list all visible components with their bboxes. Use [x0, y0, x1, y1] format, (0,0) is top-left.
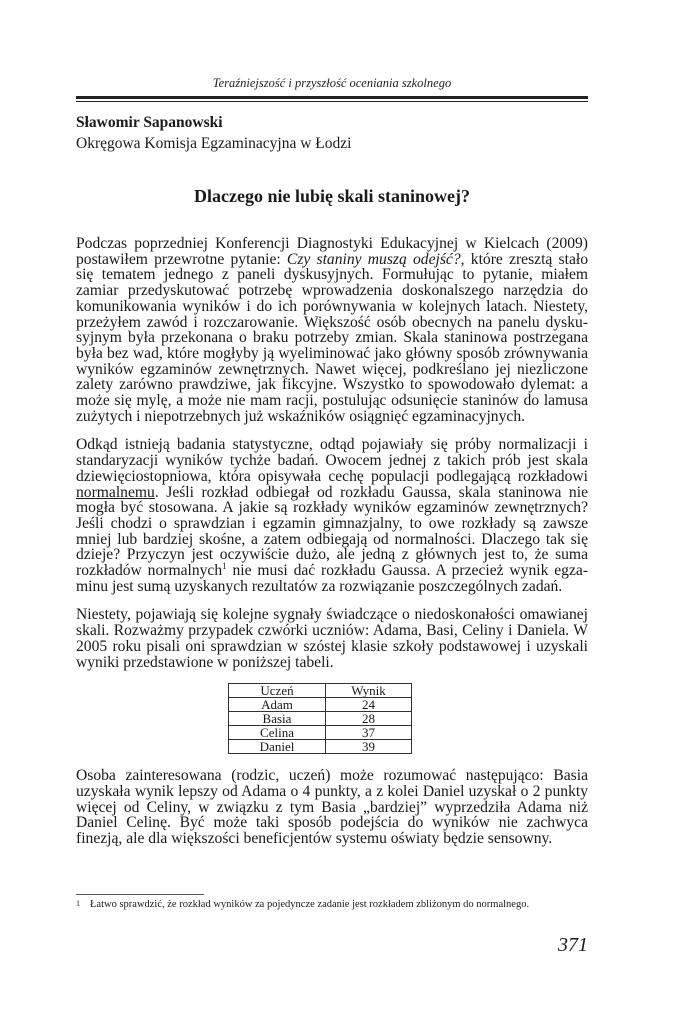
footnote — [76, 899, 529, 910]
paragraph-4: Osoba zainteresowana (rodzic, uczeń) może rozumować następująco: Basia uzyskała wynik lepszy od Adama o 4 punkty, a z kolei Daniel uzyskał o 2 punkty więcej od Celiny, w związku z tym Basia „bardziej” wyprzedziła Adama niż Daniel Celinę. Być może taki sposób podejścia do wyników nie zachwyca finezją, ale dla większości beneficjentów systemu oświaty będzie sensowny. — [76, 767, 588, 848]
table-cell-score: 37 — [326, 726, 412, 740]
results-table — [228, 683, 412, 754]
p1-text-b: , które zresztą stało się tematem jednego z paneli dyskusyjnych. Formułując to pytanie, miałem zamiar przedyskutować potrzebę wprowadzenia doskonalszego narzędzia do komunikowania wyników i do ich porównywania w kolejnych latach. Niestety, przeżyłem zawód i rozczarowanie. Większość osób obecnych na panelu dyskusyjnym była przekonana o braku potrzeby zmian. Skala staninowa postrzegana była bez wad, które mogłyby ją wyeliminować jako główny sposób zrównywania wyników egzaminów zewnętrznych. Nawet więcej, podkreślano jej niezliczone zalety zarówno prawdziwe, jak fikcyjne. Wszystko to spowodowało dylemat: a może się mylę, a może nie mam racji, postulując odsunięcie staninów do lamusa zużytych i niepotrzebnych już wskaźników osiągnięć egzaminacyjnych. — [76, 250, 588, 425]
table-cell-score: 28 — [326, 712, 412, 726]
article-title: Dlaczego nie lubię skali staninowej? — [193, 186, 470, 206]
table-header-student: Uczeń — [229, 684, 326, 698]
table-header-row — [229, 684, 412, 698]
table-cell-student: Celina — [229, 726, 326, 740]
author-affiliation: Okręgowa Komisja Egzaminacyjna w Łodzi — [76, 135, 352, 152]
footnote-number: 1 — [76, 899, 80, 908]
article-body — [76, 236, 588, 847]
p2-text-c: nie musi dać rozkładu Gaussa. A przecież wynik egzaminu jest sumą uzyskanych rezultatów za rozwiązanie poszczególnych zadań. — [76, 562, 589, 595]
p2-text-b: . Jeśli rozkład odbiegał od rozkładu Gaussa, skala staninowa nie mogła być stosowana. A jakie są rozkłady wyników egzaminów zewnętrznych? Jeśli chodzi o sprawdzian i egzamin gimnazjalny, to owe rozkłady są zawsze mniej lub bardziej skośne, a zatem odbiegają od normalności. Dlaczego tak się dzieje? Przyczyn jest oczywiście dużo, ale jedną z głównych jest to, że suma rozkładów normalnych — [76, 483, 588, 580]
table-cell-score: 39 — [326, 740, 412, 754]
author-name: Sławomir Sapanowski — [76, 114, 223, 131]
footnote-reference: 1 — [222, 560, 227, 571]
table-row — [229, 712, 412, 726]
paragraph-2 — [76, 437, 588, 594]
running-head: Teraźniejszość i przyszłość oceniania szkolnego — [212, 76, 452, 90]
table-row — [229, 698, 412, 712]
p1-question: Czy staniny muszą odejść? — [286, 250, 461, 268]
table-cell-student: Adam — [229, 698, 326, 712]
table-cell-student: Basia — [229, 712, 326, 726]
p2-text-a: Odkąd istnieją badania statystyczne, odtąd pojawiały się próby normalizacji i standaryzacji wyników tychże badań. Owocem jednej z takich prób jest skala dziewięciostopniowa, która opisywała cechę populacji podlegającą rozkładowi — [76, 436, 588, 485]
table-row — [229, 740, 412, 754]
table-row — [229, 726, 412, 740]
footnote-rule — [76, 894, 204, 895]
paragraph-3: Niestety, pojawiają się kolejne sygnały świadczące o niedoskonałości omawianej skali. Rozważmy przypadek czwórki uczniów: Adama, Basi, Celiny i Daniela. W 2005 roku pisali oni sprawdzian w szóstej klasie szkoły podstawowej i uzyskali wyniki przedstawione w poniższej tabeli. — [76, 606, 588, 671]
table-header-score: Wynik — [326, 684, 412, 698]
header-rule-thin — [76, 101, 588, 102]
table-cell-student: Daniel — [229, 740, 326, 754]
paragraph-1 — [76, 236, 588, 424]
table-cell-score: 24 — [326, 698, 412, 712]
page-number: 371 — [558, 934, 588, 956]
p2-underlined-term: normalnemu — [76, 483, 155, 501]
header-rule-thick — [76, 96, 588, 99]
p1-text-a: Podczas poprzedniej Konferencji Diagnostyki Edukacyjnej w Kielcach (2009) postawiłem przewrotne pytanie: — [76, 235, 588, 268]
footnote-text: Łatwo sprawdzić, że rozkład wyników za pojedyncze zadanie jest rozkładem zbliżonym do normalnego. — [90, 899, 530, 910]
